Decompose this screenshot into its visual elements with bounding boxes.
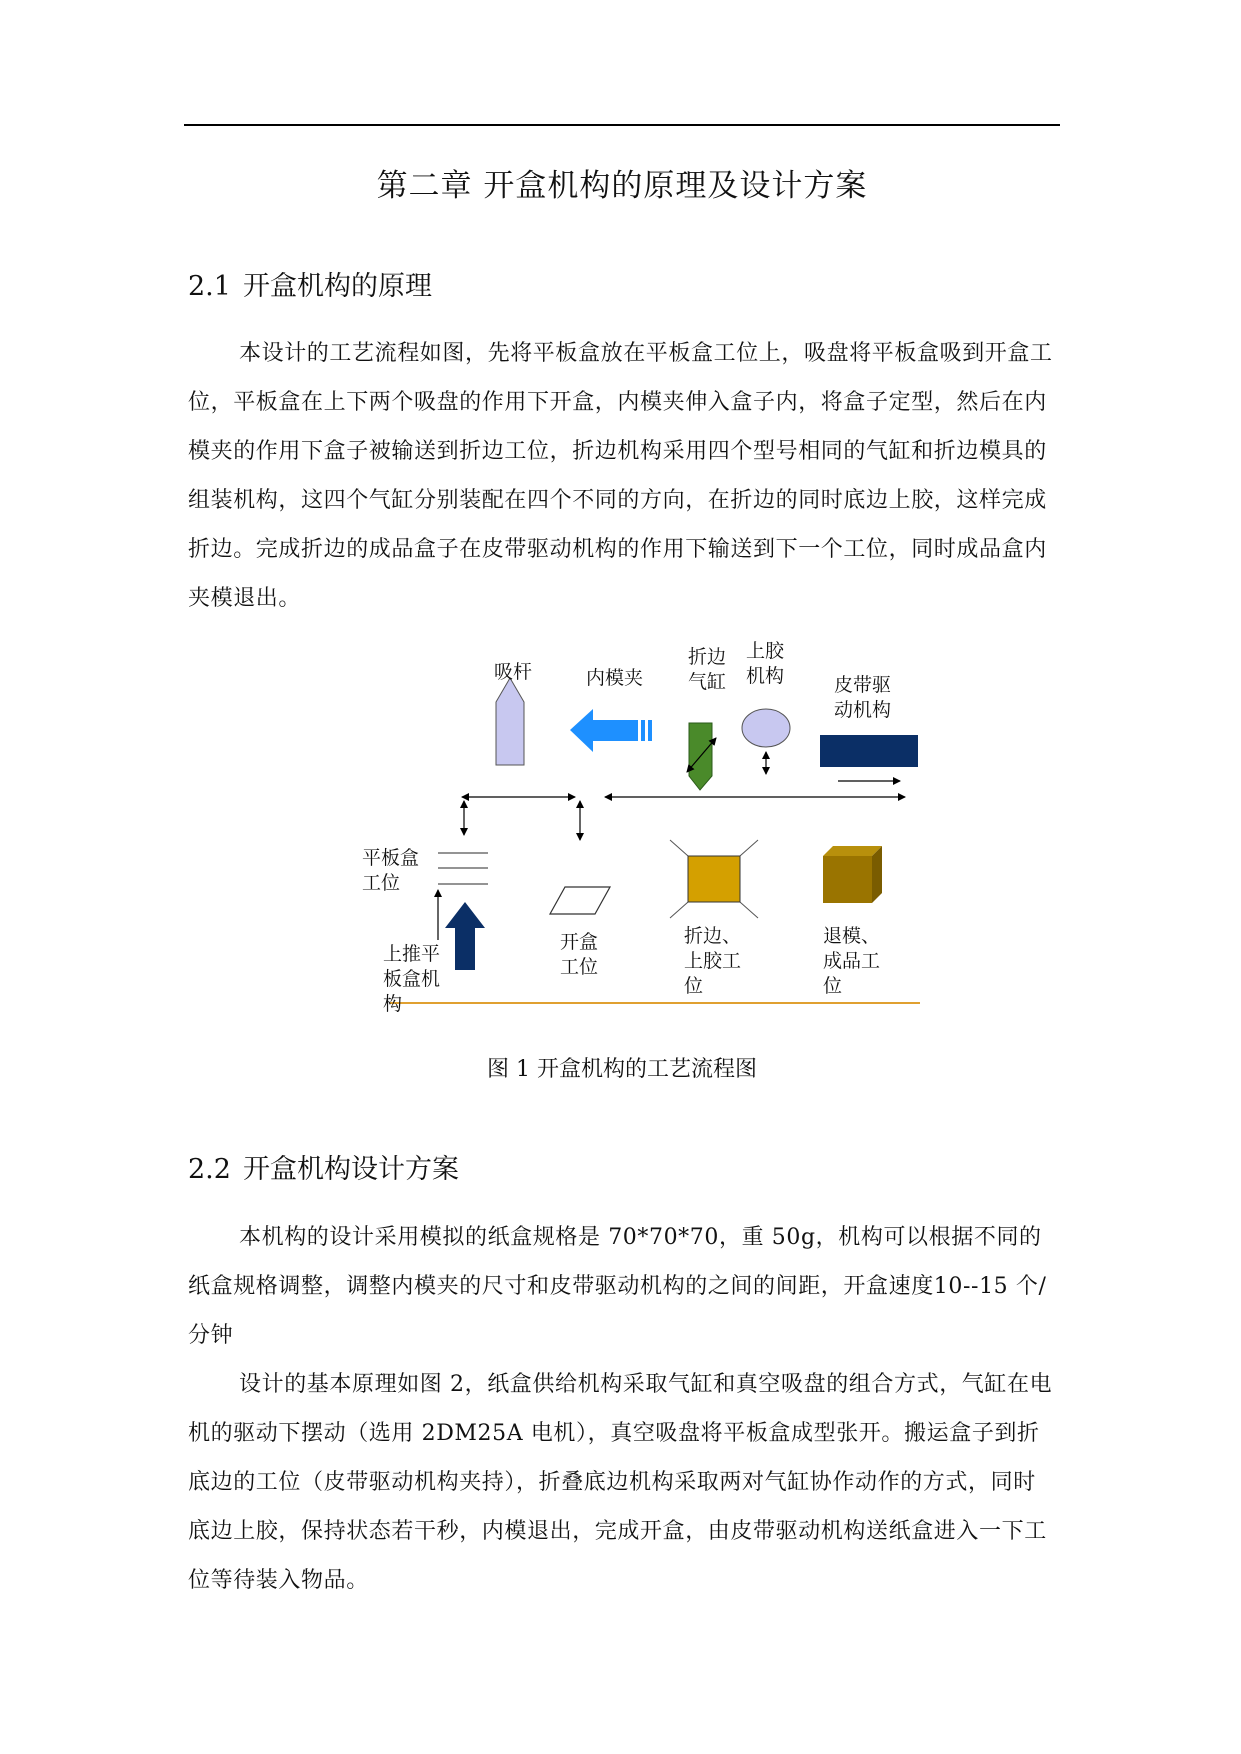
section2-paragraph-1: 本机构的设计采用模拟的纸盒规格是 70*70*70，重 50g，机构可以根据不同的纸盒规格调整，调整内模夹的尺寸和皮带驱动机构的之间的间距，开盒速度10--15 个/分钟	[188, 1225, 1047, 1348]
section-title: 开盒机构的原理	[242, 271, 432, 302]
section-number: 2.2	[188, 1154, 231, 1185]
label-gluing-mechanism: 上胶 机构	[746, 640, 785, 687]
label-folding-cylinder: 折边 气缸	[688, 646, 727, 693]
header-rule	[184, 124, 1060, 126]
label-belt-drive: 皮带驱 动机构	[834, 674, 892, 721]
process-flow-figure	[350, 640, 930, 1030]
figure-caption: 图 1 开盒机构的工艺流程图	[487, 1057, 757, 1082]
chapter-title: 第二章 开盒机构的原理及设计方案	[376, 168, 868, 204]
section2-paragraph-2: 设计的基本原理如图 2，纸盒供给机构采取气缸和真空吸盘的组合方式，气缸在电机的驱动下摆动（选用 2DM25A 电机），真空吸盘将平板盒成型张开。搬运盒子到折底边的工位（皮带驱动机构夹持），折叠底边机构采取两对气缸协作动作的方式，同时底边上胶，保持状态若干秒，内模退出，完成开盒，由皮带驱动机构送纸盒进入一下工位等待装入物品。	[188, 1372, 1053, 1593]
section-number: 2.1	[188, 271, 231, 302]
flat-box-stack	[438, 853, 488, 884]
fold-glue-box	[670, 840, 758, 918]
label-fold-glue-station: 折边、 上胶工 位	[684, 925, 742, 997]
finished-box	[823, 846, 882, 903]
section1-paragraph: 本设计的工艺流程如图，先将平板盒放在平板盒工位上，吸盘将平板盒吸到开盒工位，平板盒在上下两个吸盘的作用下开盒，内模夹伸入盒子内，将盒子定型，然后在内模夹的作用下盒子被输送到折边工位，折边机构采用四个型号相同的气缸和折边模具的组装机构，这四个气缸分别装配在四个不同的方向，在折边的同时底边上胶，这样完成折边。完成折边的成品盒子在皮带驱动机构的作用下输送到下一个工位，同时成品盒内夹模退出。	[188, 341, 1053, 611]
open-box-shape	[550, 887, 610, 914]
suction-rod-shape	[496, 678, 524, 765]
label-open-box-station: 开盒 工位	[560, 931, 599, 978]
push-up-arrow	[445, 902, 485, 970]
label-inner-mold-clamp: 内模夹	[586, 667, 644, 689]
gluing-mechanism-shape	[742, 709, 790, 747]
section-heading-2-2	[188, 1147, 459, 1186]
label-exit-station: 退模、 成品工 位	[823, 925, 881, 997]
inner-mold-clamp-arrow	[570, 709, 652, 752]
belt-drive-shape	[820, 735, 918, 767]
label-push-up-mechanism: 上推平 板盒机 构	[383, 943, 441, 1015]
section-title: 开盒机构设计方案	[242, 1154, 459, 1185]
label-flat-box-station: 平板盒 工位	[362, 847, 420, 894]
label-suction-rod: 吸杆	[494, 661, 533, 683]
section-heading-2-1	[188, 264, 432, 303]
